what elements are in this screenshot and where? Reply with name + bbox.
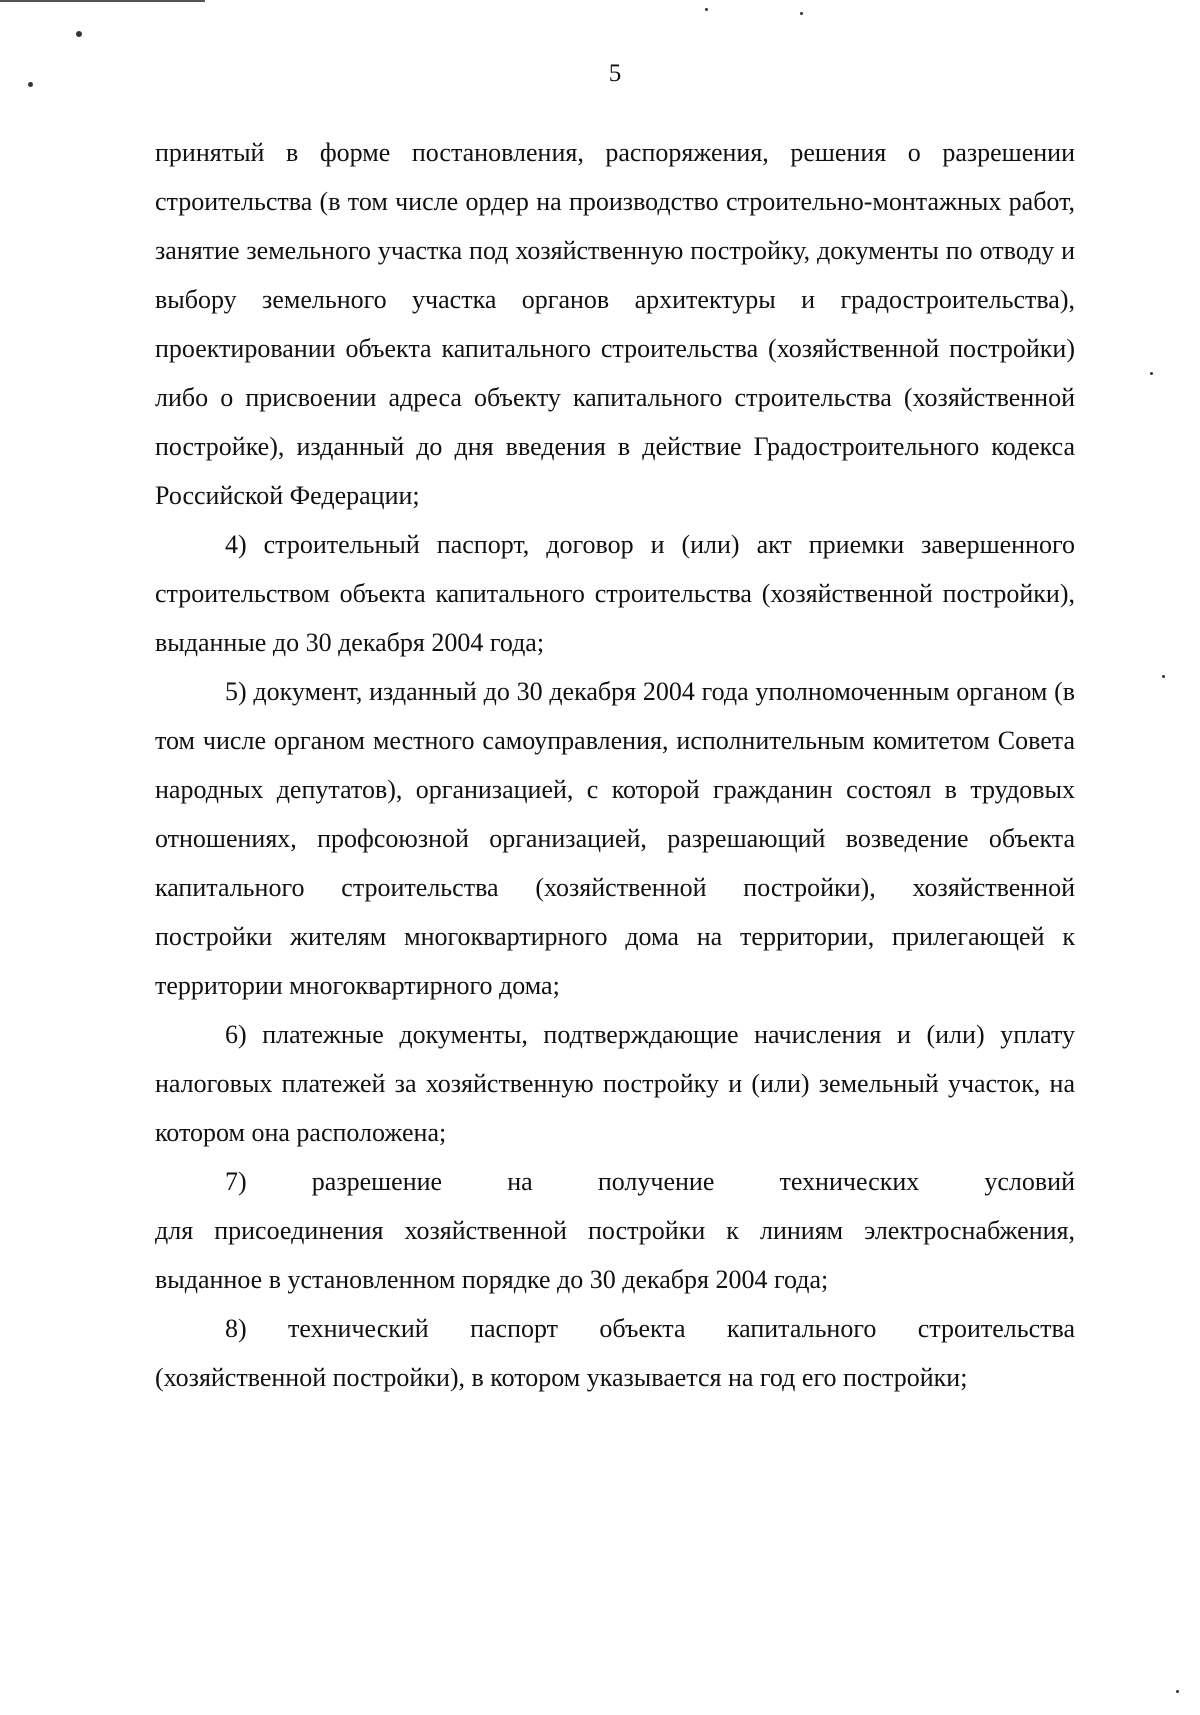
scan-speck — [705, 8, 708, 11]
paragraph-item-5: 5) документ, изданный до 30 декабря 2004 года уполномоченным органом (в том числе органом местного самоуправления, исполнительным комитетом Совета народных депутатов), организацией, с которой гражданин состоял в трудовых отношениях, профсоюзной организацией, разрешающий возведение объекта капитального строительства (хозяйственной постройки), хозяйственной постройки жителям многоквартирного дома на территории, прилегающей к территории многоквартирного дома; — [155, 677, 1075, 1000]
scan-speck — [1176, 1690, 1179, 1693]
paragraph-item-7-line: 7) разрешение на получение технических условий — [225, 1167, 1075, 1196]
paragraph-item-6: 6) платежные документы, подтверждающие начисления и (или) уплату налоговых платежей за хозяйственную постройку и (или) земельный участок, на котором она расположена; — [155, 1020, 1075, 1147]
scan-speck — [1150, 372, 1153, 375]
paragraph-item-8: 8) технический паспорт объекта капитального строительства (хозяйственной постройки), в котором указывается на год его постройки; — [155, 1314, 1075, 1392]
scan-speck — [1162, 675, 1165, 678]
scan-speck — [800, 12, 803, 15]
document-body — [155, 128, 1075, 1402]
paragraph-item-4: 4) строительный паспорт, договор и (или) акт приемки завершенного строительством объекта капитального строительства (хозяйственной постройки), выданные до 30 декабря 2004 года; — [155, 530, 1075, 657]
scan-edge-line — [0, 0, 205, 2]
paragraph-item-7-continued: для присоединения хозяйственной постройки к линиям электроснабжения, выданное в установленном порядке до 30 декабря 2004 года; — [155, 1216, 1075, 1294]
paragraph-continued: принятый в форме постановления, распоряжения, решения о разрешении строительства (в том числе ордер на производство строительно-монтажных работ, занятие земельного участка под хозяйственную постройку, документы по отводу и выбору земельного участка органов архитектуры и градостроительства), проектировании объекта капитального строительства (хозяйственной постройки) либо о присвоении адреса объекту капитального строительства (хозяйственной постройке), изданный до дня введения в действие Градостроительного кодекса Российской Федерации; — [155, 138, 1075, 510]
page-number: 5 — [608, 60, 622, 87]
scan-speck — [76, 31, 82, 37]
